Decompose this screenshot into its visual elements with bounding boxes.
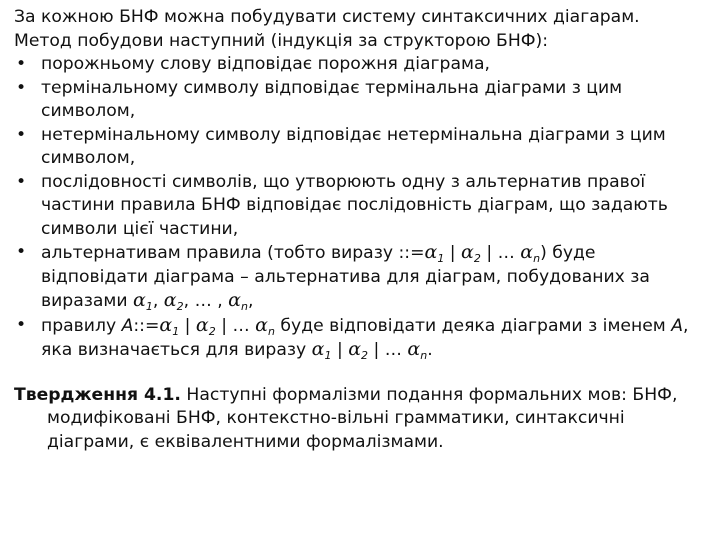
alpha-symbol: α bbox=[133, 289, 146, 311]
subscript: 1 bbox=[437, 252, 445, 265]
construction-rules-list bbox=[14, 53, 706, 363]
text-fragment: . bbox=[427, 340, 433, 360]
list-item bbox=[14, 53, 706, 77]
alpha-symbol: α bbox=[520, 241, 534, 263]
bullet-icon: • bbox=[16, 171, 27, 192]
text-fragment: альтернативам правила (тобто виразу ::= bbox=[41, 243, 425, 263]
intro-line-1: За кожною БНФ можна побудувати систему синтаксичних діагарам. bbox=[14, 7, 640, 27]
bullet-icon: • bbox=[16, 54, 27, 74]
subscript: n bbox=[241, 300, 248, 313]
list-item-text: послідовності символів, що утворюють одну з альтернатив правої частини правила БНФ відповідає послідовність діаграм, що задають символи цієї частини, bbox=[41, 171, 668, 239]
theorem-statement bbox=[14, 384, 706, 455]
text-fragment: буде відповідати деяка діаграми з іменем bbox=[274, 315, 672, 336]
alpha-symbol: α bbox=[311, 338, 325, 360]
list-item-text: нетермінальному символу відповідає нетермінальна діаграми з цим символом, bbox=[41, 124, 666, 168]
subscript: 2 bbox=[208, 324, 216, 338]
subscript: n bbox=[533, 252, 541, 265]
subscript: 1 bbox=[172, 324, 180, 338]
alpha-symbol: α bbox=[348, 338, 362, 360]
text-fragment: , bbox=[152, 291, 164, 311]
list-item bbox=[14, 124, 706, 171]
nonterminal-variable: A bbox=[671, 315, 683, 336]
subscript: n bbox=[267, 324, 275, 338]
text-fragment: правилу bbox=[41, 315, 122, 336]
subscript: n bbox=[420, 349, 428, 362]
text-fragment: , … , bbox=[183, 291, 229, 311]
list-item bbox=[14, 171, 706, 242]
bullet-icon: • bbox=[16, 124, 27, 145]
subscript: 2 bbox=[176, 300, 184, 313]
bullet-icon: • bbox=[16, 77, 27, 98]
text-fragment: ::= bbox=[133, 315, 160, 336]
alpha-symbol: α bbox=[163, 289, 177, 311]
subscript: 2 bbox=[473, 252, 481, 265]
alpha-symbol: α bbox=[461, 241, 474, 263]
text-fragment: , bbox=[247, 291, 254, 311]
list-item-text: термінальному символу відповідає термінальна діаграми з цим символом, bbox=[41, 77, 623, 121]
list-item bbox=[14, 314, 706, 363]
text-fragment: | … bbox=[215, 315, 256, 336]
list-item-text: порожньому слову відповідає порожня діаграма, bbox=[41, 54, 490, 74]
text-fragment: | … bbox=[480, 243, 521, 263]
alpha-symbol: α bbox=[407, 338, 421, 360]
alpha-symbol: α bbox=[159, 313, 173, 336]
alpha-symbol: α bbox=[424, 241, 438, 263]
alpha-symbol: α bbox=[195, 313, 209, 336]
alpha-symbol: α bbox=[255, 313, 268, 336]
theorem-label: Твердження 4.1. bbox=[14, 384, 181, 405]
bullet-icon: • bbox=[16, 242, 27, 262]
theorem-text: Наступні формалізми подання формальних мов: БНФ, модифіковані БНФ, контекстно-вільні грамматики, синтаксичні діаграми, є еквівалентними формалізмами. bbox=[47, 384, 678, 452]
alpha-symbol: α bbox=[228, 289, 241, 311]
list-item bbox=[14, 77, 706, 124]
text-fragment: | bbox=[179, 315, 196, 336]
subscript: 2 bbox=[361, 349, 369, 362]
list-item-text bbox=[41, 243, 650, 311]
text-fragment: ) буде відповідати діаграма – альтернатива для діаграм, побудованих за виразами bbox=[41, 243, 650, 311]
list-item-text bbox=[41, 313, 689, 362]
text-fragment: , яка визначається для виразу bbox=[41, 315, 689, 360]
list-item bbox=[14, 241, 706, 314]
intro-line-2: Метод побудови наступний (індукція за структорою БНФ): bbox=[14, 30, 549, 51]
nonterminal-variable: A bbox=[121, 315, 134, 336]
bullet-icon: • bbox=[16, 314, 27, 335]
text-fragment: | … bbox=[368, 340, 408, 360]
subscript: 1 bbox=[145, 300, 153, 313]
subscript: 1 bbox=[324, 349, 332, 362]
text-fragment: | bbox=[444, 243, 462, 263]
text-fragment: | bbox=[331, 340, 349, 360]
